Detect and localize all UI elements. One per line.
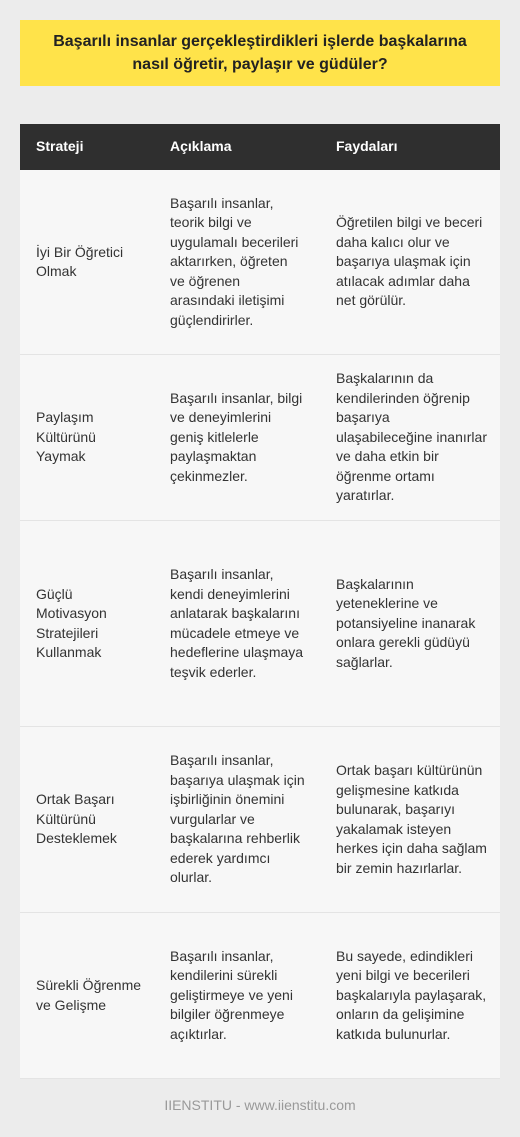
strategy-cell: Sürekli Öğrenme ve Gelişme xyxy=(36,977,142,1013)
description-cell: Başarılı insanlar, teorik bilgi ve uygulamalı becerileri aktarırken, öğreten ve öğrenen arasındaki iletişimi güçlendirirler. xyxy=(170,194,299,328)
description-cell: Başarılı insanlar, bilgi ve deneyimlerini geniş kitlelerle paylaşmaktan çekinmezler. xyxy=(170,389,303,484)
description-cell: Başarılı insanlar, kendilerini sürekli geliştirmeye ve yeni bilgiler öğrenmeye açıktırlar. xyxy=(170,947,293,1042)
table-row xyxy=(20,355,500,521)
table-row xyxy=(20,521,500,727)
strategy-cell: Güçlü Motivasyon Stratejileri Kullanmak xyxy=(36,585,107,660)
table-header-row xyxy=(20,124,500,170)
benefits-cell: Öğretilen bilgi ve beceri daha kalıcı olur ve başarıya ulaşmak için atılacak adımlar daha net görülür. xyxy=(336,214,483,309)
column-header-faydalar: Faydaları xyxy=(336,138,398,155)
footer-credit: IIENSTITU - www.iienstitu.com xyxy=(164,1097,356,1113)
description-cell: Başarılı insanlar, başarıya ulaşmak için işbirliğinin önemini vurgularlar ve başkalarına rehberlik ederek yardımcı olurlar. xyxy=(170,752,305,886)
table-row xyxy=(20,170,500,355)
benefits-cell: Ortak başarı kültürünün gelişmesine katkıda bulunarak, başarıyı yakalamak isteyen herkes için daha sağlam bir zemin hazırlarlar. xyxy=(336,762,487,876)
table-row xyxy=(20,913,500,1079)
strategy-cell: İyi Bir Öğretici Olmak xyxy=(36,243,124,279)
table-row xyxy=(20,727,500,913)
page-title: Başarılı insanlar gerçekleştirdikleri işlerde başkalarına nasıl öğretir, paylaşır ve güdüler? xyxy=(20,20,500,86)
benefits-cell: Başkalarının da kendilerinden öğrenip başarıya ulaşabileceğine inanırlar ve daha etkin bir öğrenme ortamı yaratırlar. xyxy=(336,370,487,504)
benefits-cell: Bu sayede, edindikleri yeni bilgi ve becerileri başkalarıyla paylaşarak, onların da gelişimine katkıda bulunurlar. xyxy=(336,947,487,1042)
strategy-table xyxy=(20,124,500,1079)
column-header-aciklama: Açıklama xyxy=(170,138,232,155)
column-header-strateji: Strateji xyxy=(36,138,84,155)
description-cell: Başarılı insanlar, kendi deneyimlerini anlatarak başkalarını mücadele etmeye ve hedeflerine ulaşmaya teşvik ederler. xyxy=(170,566,304,680)
strategy-cell: Ortak Başarı Kültürünü Desteklemek xyxy=(36,791,117,847)
benefits-cell: Başkalarının yeteneklerine ve potansiyeline inanarak onlara gerekli güdüyü sağlarlar. xyxy=(336,575,476,670)
strategy-cell: Paylaşım Kültürünü Yaymak xyxy=(36,409,96,465)
